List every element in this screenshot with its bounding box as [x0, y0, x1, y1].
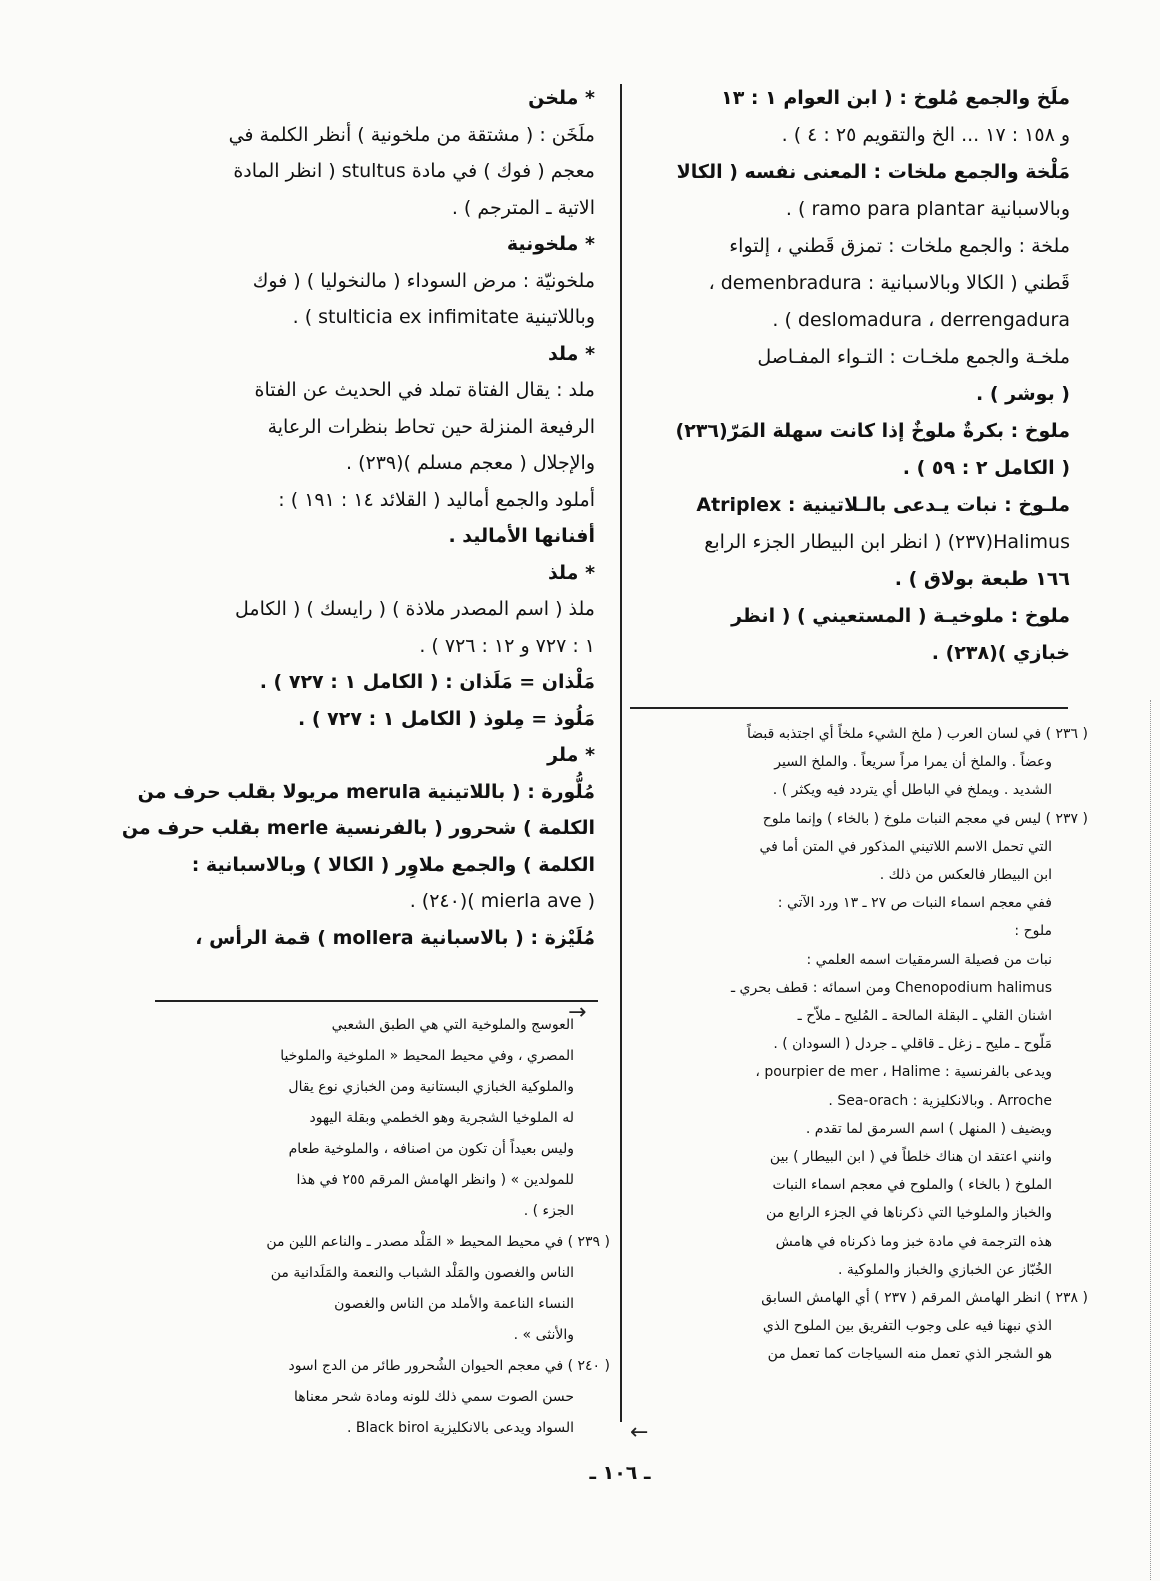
entry-line: * ملد	[547, 342, 595, 365]
page-number: ـ ١٠٦ ـ	[589, 1462, 651, 1484]
left-column	[121, 80, 595, 956]
footnote-line: النساء الناعمة والأملد من الناس والغصون	[334, 1296, 574, 1312]
continuation-arrow-bottom-icon: ←	[630, 1420, 649, 1445]
entry-line: Halimus(٢٣٧) ( انظر ابن البيطار الجزء الرابع	[704, 531, 1070, 553]
footnote-line: ( ٢٤٠ ) في معجم الحيوان الشُحرور طائر من الدج اسود	[288, 1358, 610, 1374]
entry-line: deslomadura ، derrengadura ) .	[772, 309, 1070, 331]
entry-line: ملخونيّة : مرض السوداء ( مالنخوليا ) ( فوك	[252, 269, 595, 292]
footnote-line: المصري ، وفي محيط المحيط « الملوخية والملوخيا	[280, 1048, 574, 1064]
footnote-line: الشديد . ويملخ في الباطل أي يتردد فيه ويكثر ) .	[772, 782, 1052, 799]
entry-line: مُلُّورة : ( باللاتينية merula مريولا بقلب حرف من	[137, 780, 595, 803]
entry-line: ملـوخ : نبات يـدعى بالـلاتينية : Atriplex	[696, 494, 1070, 516]
entry-line: الرفيعة المنزلة حين تحاط بنظرات الرعاية	[267, 415, 595, 438]
footnote-line: الناس والغصون والمَلْد الشباب والنعمة والمَلَدانية من	[270, 1265, 574, 1281]
entry-line: مَلْخة والجمع ملخات : المعنى نفسه ( الكالا	[676, 161, 1070, 183]
entry-line: مَلْذان = مَلَذان : ( الكامل ١ : ٧٢٧ ) .	[259, 671, 595, 693]
entry-line: و ١٥٨ : ١٧ ... الخ والتقويم ٢٥ : ٤ ) .	[781, 124, 1070, 146]
footnote-line: ( ٢٣٨ ) انظر الهامش المرقم ( ٢٣٧ ) أي الهامش السابق	[761, 1290, 1088, 1307]
footnote-line: العوسج والملوخية التي هي الطبق الشعبي	[331, 1017, 574, 1033]
entry-line: والإجلال ( معجم مسلم )(٢٣٩) .	[345, 452, 595, 474]
footnote-line: ( ٢٣٩ ) في محيط المحيط « المَلْد مصدر ـ والناعم اللين من	[266, 1234, 610, 1250]
footnote-line: للمولدين » ( وانظر الهامش المرقم ٢٥٥ في هذا	[296, 1172, 574, 1188]
footnote-line: وعضاً . والملخ أن يمرا مراً سريعاً . والملخ السير	[774, 754, 1052, 771]
footnote-line: Arroche . وبالانكليزية : Sea-orach .	[828, 1092, 1052, 1109]
entry-line: وبالاسبانية ramo para plantar ) .	[785, 198, 1070, 220]
footnote-line: مَلّوح ـ مليح ـ زغل ـ قاقلي ـ جردل ( السودان ) .	[773, 1036, 1052, 1053]
footnote-line: ففي معجم اسماء النبات ص ٢٧ ـ ١٣ ورد الآتي :	[777, 895, 1052, 912]
right-column	[640, 80, 1070, 672]
footnote-line: الخُبّاز عن الخبازي والخباز والملوكية .	[837, 1261, 1052, 1278]
footnote-rule-right	[630, 707, 1068, 709]
entry-line: ١ : ٧٢٧ و ١٢ : ٧٢٦ ) .	[419, 634, 595, 657]
footnote-line: نبات من فصيلة السرمقيات اسمه العلمي :	[806, 951, 1052, 968]
footnote-line: هو الشجر الذي تعمل منه السياجات كما تعمل من	[767, 1346, 1052, 1363]
entry-line: * ملخن	[528, 87, 595, 109]
entry-line: قَطني ( الكالا وبالاسبانية : demenbradura ،	[708, 272, 1070, 294]
footnote-line: الجزء ) .	[523, 1203, 574, 1219]
entry-line: أملود والجمع أماليد ( القلائد ١٤ : ١٩١ ) :	[278, 488, 595, 511]
entry-line: ملخـة والجمع ملخـات : التـواء المفـاصل	[757, 346, 1070, 368]
footnote-line: والأنثى » .	[513, 1327, 574, 1343]
footnotes-left	[160, 1010, 610, 1444]
entry-line: ملَخَن : ( مشتقة من ملخونية ) أنظر الكلمة في	[228, 123, 595, 146]
footnote-line: السواد ويدعى بالانكليزية Black birol .	[346, 1420, 574, 1436]
entry-line: ١٦٦ طبعة بولاق ) .	[894, 568, 1070, 590]
footnote-line: ملوح :	[1014, 923, 1052, 940]
entry-line: ( الكامل ٢ : ٥٩ ) .	[902, 457, 1070, 479]
entry-line: * ملخونية	[506, 233, 595, 255]
entry-line: الاتية ـ المترجم ) .	[451, 196, 595, 219]
footnote-line: Chenopodium halimus ومن اسمائه : قطف بحري ـ	[730, 979, 1052, 996]
entry-line: ملوخ : بكرةٌ ملوخٌ إذا كانت سهلة المَرّ(٢٣٦)	[675, 420, 1070, 442]
entry-line: ( mierla ave )(٢٤٠) .	[409, 890, 595, 912]
entry-line: ملخة : والجمع ملخات : تمزق قَطني ، إلتواء	[729, 235, 1070, 257]
entry-line: مَلُوذ = مِلوذ ( الكامل ١ : ٧٢٧ ) .	[298, 707, 595, 730]
footnote-line: ( ٢٣٦ ) في لسان العرب ( ملخ الشيء ملخاً أي اجتذبه قبضاً	[746, 726, 1088, 742]
footnote-rule-left	[155, 1000, 598, 1002]
entry-line: الكلمة ) شحرور ( بالفرنسية merle بقلب حرف من	[121, 817, 595, 839]
entry-line: الكلمة ) والجمع ملاوِر ( الكالا ) وبالاسبانية :	[191, 853, 595, 876]
entry-line: ( بوشر ) .	[976, 383, 1070, 405]
entry-line: ملَخ والجمع مُلوخ : ( ابن العوام ١ : ١٣	[721, 87, 1070, 109]
footnote-line: والملوكية الخبازي البستانية ومن الخبازي نوع يقال	[288, 1079, 574, 1095]
footnote-line: ابن البيطار فالعكس من ذلك .	[879, 867, 1052, 884]
footnote-line: حسن الصوت سمي ذلك للونه ومادة شحر معناها	[294, 1389, 574, 1405]
continuation-arrow-icon: →	[568, 1000, 587, 1025]
footnote-line: الذي نبهنا فيه على وجوب التفريق بين الملوح الذي	[762, 1318, 1052, 1335]
entry-line: ملد : يقال الفتاة تملد في الحديث عن الفتاة	[254, 379, 595, 401]
footnotes-right	[620, 720, 1088, 1369]
footnote-line: والخباز والملوخيا التي ذكرناها في الجزء الرابع من	[766, 1205, 1052, 1222]
footnote-line: ويضيف ( المنهل ) اسم السرمق لما تقدم .	[805, 1120, 1052, 1137]
entry-line: وباللاتينية stulticia ex infimitate ) .	[292, 306, 595, 328]
entry-line: معجم ( فوك ) في مادة stultus ( انظر المادة	[233, 160, 595, 182]
entry-line: * ملذ	[547, 561, 595, 584]
entry-line: ملوخ : ملوخيـة ( المستعيني ) ( انظر	[731, 605, 1070, 627]
footnote-line: ( ٢٣٧ ) ليس في معجم النبات ملوخ ( بالخاء ) وإنما ملوح	[762, 810, 1088, 827]
footnote-line: وانني اعتقد ان هناك خلطاً في ( ابن البيطار ) بين	[769, 1149, 1052, 1166]
footnote-line: وليس بعيداً أن تكون من اصنافه ، والملوخية طعام	[288, 1141, 574, 1157]
entry-line: خبازي )(٢٣٨) .	[931, 642, 1070, 664]
entry-line: مُلَيْزة : ( بالاسبانية mollera ) قمة الرأس ،	[195, 926, 595, 949]
entry-line: * ملر	[547, 744, 595, 766]
footnote-line: الملوخ ( بالخاء ) والملوح في معجم اسماء النبات	[772, 1177, 1052, 1194]
entry-line: ملذ ( اسم المصدر ملاذة ) ( رايسك ) ( الكامل	[235, 598, 595, 620]
footnote-line: هذه الترجمة في مادة خبز وما ذكرناه في هامش	[775, 1233, 1052, 1250]
footnote-line: التي تحمل الاسم اللاتيني المذكور في المتن أما في	[759, 838, 1052, 855]
footnote-line: له الملوخيا الشجرية وهو الخطمي وبقلة اليهود	[309, 1110, 574, 1126]
entry-line: أفنانها الأماليد .	[448, 525, 595, 547]
footnote-line: ويدعى بالفرنسية : pourpier de mer ، Halime ،	[755, 1064, 1052, 1081]
scan-edge-dots	[1150, 700, 1152, 1580]
footnote-line: اشنان القلي ـ البقلة المالحة ـ المُليح ـ ملاّح ـ	[797, 1008, 1052, 1025]
